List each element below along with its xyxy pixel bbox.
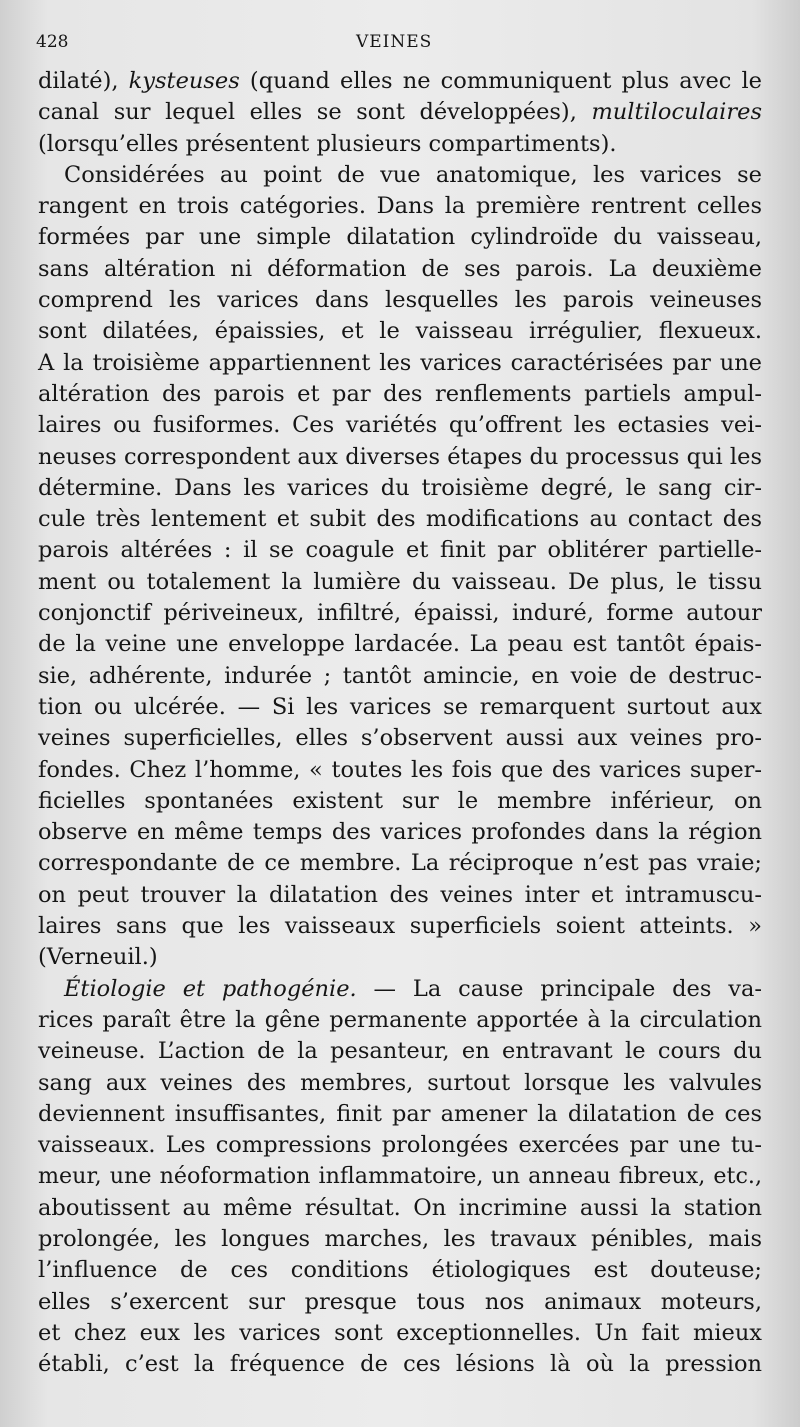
- text-line: vaisseaux. Les compressions prolongées exercées par une tu-: [38, 1132, 762, 1159]
- text-line: canal sur lequel elles se sont développées), multiloculaires: [38, 99, 762, 126]
- text-line: sang aux veines des membres, surtout lorsque les valvules: [38, 1069, 762, 1096]
- text-line: dilaté), kysteuses (quand elles ne communiquent plus avec le: [38, 68, 762, 94]
- text-line: formées par une simple dilatation cylindroïde du vaisseau,: [38, 224, 762, 251]
- text-line: elles s’exercent sur presque tous nos animaux moteurs,: [38, 1288, 762, 1315]
- text-line: neuses correspondent aux diverses étapes du processus qui les: [38, 443, 762, 470]
- text-line: altération des parois et par des renflements partiels ampul-: [38, 380, 762, 407]
- text-line: veines superficielles, elles s’observent aussi aux veines pro-: [38, 725, 762, 752]
- text-line: conjonctif périveineux, infiltré, épaissi, induré, forme autour: [38, 600, 762, 627]
- text-line: ment ou totalement la lumière du vaisseau. De plus, le tissu: [38, 568, 762, 595]
- running-head: VEINES: [356, 32, 433, 52]
- text-line: cule très lentement et subit des modifications au contact des: [38, 506, 762, 533]
- text-line: détermine. Dans les varices du troisième degré, le sang cir-: [38, 474, 762, 501]
- text-line: veineuse. L’action de la pesanteur, en entravant le cours du: [38, 1038, 762, 1065]
- italic-term: kysteuses: [128, 68, 240, 94]
- italic-term: multiloculaires: [591, 99, 762, 126]
- text-line: sans altération ni déformation de ses parois. La deuxième: [38, 255, 762, 282]
- body-text: [38, 66, 762, 1380]
- text-line: on peut trouver la dilatation des veines inter et intramuscu-: [38, 881, 762, 908]
- page-number: 428: [36, 32, 69, 52]
- text-line: tion ou ulcérée. — Si les varices se remarquent surtout aux: [38, 693, 762, 720]
- text-line: sie, adhérente, indurée ; tantôt amincie, en voie de destruc-: [38, 662, 762, 689]
- text-line: laires sans que les vaisseaux superficiels soient atteints. »: [38, 913, 762, 940]
- text-line: établi, c’est la fréquence de ces lésions là où la pression: [38, 1351, 762, 1378]
- text-line: deviennent insuffisantes, finit par amener la dilatation de ces: [38, 1100, 762, 1127]
- text-line: aboutissent au même résultat. On incrimine aussi la station: [38, 1194, 762, 1221]
- italic-term: Étiologie et pathogénie.: [64, 975, 357, 1002]
- text-line: l’influence de ces conditions étiologiques est douteuse;: [38, 1257, 762, 1284]
- section-heading-line: Étiologie et pathogénie. — La cause principale des va-: [64, 975, 763, 1002]
- text-line: Considérées au point de vue anatomique, les varices se: [64, 161, 762, 188]
- text-line: sont dilatées, épaissies, et le vaisseau irrégulier, flexueux.: [38, 318, 762, 345]
- page-header: [36, 32, 760, 56]
- text-line: comprend les varices dans lesquelles les parois veineuses: [38, 287, 762, 314]
- text-line: observe en même temps des varices profondes dans la région: [38, 819, 762, 846]
- text-line: de la veine une enveloppe lardacée. La peau est tantôt épais-: [38, 631, 762, 658]
- text-line: parois altérées : il se coagule et finit par oblitérer partielle-: [38, 537, 762, 564]
- text-line: A la troisième appartiennent les varices caractérisées par une: [38, 349, 762, 376]
- text-line: correspondante de ce membre. La réciproque n’est pas vraie;: [38, 850, 762, 877]
- text-line: rices paraît être la gêne permanente apportée à la circulation: [38, 1006, 762, 1033]
- text-line: et chez eux les varices sont exceptionnelles. Un fait mieux: [38, 1319, 762, 1346]
- text-line: (lorsqu’elles présentent plusieurs compartiments).: [38, 130, 617, 157]
- text-line: rangent en trois catégories. Dans la première rentrent celles: [38, 193, 762, 220]
- text-line: ficielles spontanées existent sur le membre inférieur, on: [38, 787, 762, 814]
- text-line: (Verneuil.): [38, 944, 158, 971]
- text-line: prolongée, les longues marches, les travaux pénibles, mais: [38, 1225, 762, 1252]
- text-line: meur, une néoformation inflammatoire, un anneau fibreux, etc.,: [38, 1163, 762, 1190]
- text-line: fondes. Chez l’homme, « toutes les fois que des varices super-: [38, 756, 762, 783]
- text-line: laires ou fusiformes. Ces variétés qu’offrent les ectasies vei-: [38, 412, 762, 439]
